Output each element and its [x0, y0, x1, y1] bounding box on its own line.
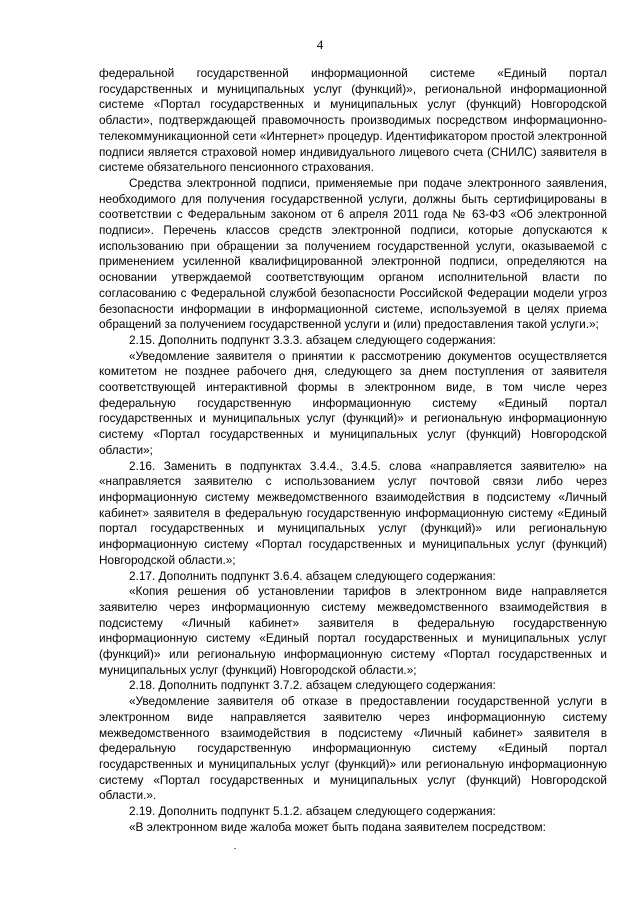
paragraph-item-2-17: 2.17. Дополнить подпункт 3.6.4. абзацем следующего содержания:: [129, 568, 496, 583]
paragraph-item-2-18: 2.18. Дополнить подпункт 3.7.2. абзацем следующего содержания:: [129, 678, 496, 693]
paragraph-quote-2-18: «Уведомление заявителя об отказе в предоставлении государственной услуги в электронном виде направляется заявителю через информационную систему межведомственного взаимодействия в подсистему «Личный кабинет» заявителя в федеральную государственную информационную систему «Единый портал государственных и муниципальных услуг (функций)» или региональную информационную систему «Портал государственных и муниципальных услуг (функций) Новгородской области.».: [99, 694, 607, 803]
paragraph-quote-2-15: «Уведомление заявителя о принятии к рассмотрению документов осуществляется комитетом не позднее рабочего дня, следующего за днем поступления от заявителя соответствующей интерактивной формы в электронном виде, в том числе через федеральную государственную информационную систему «Единый портал государственных и муниципальных услуг (функций)» и региональную информационную систему «Портал государственных и муниципальных услуг (функций) Новгородской области»;: [99, 348, 607, 457]
paragraph-quote-2-17: «Копия решения об установлении тарифов в электронном виде направляется заявителю через информационную систему межведомственного взаимодействия в подсистему «Личный кабинет» заявителя в федеральную государственную информационную систему «Единый портал государственных и муниципальных услуг (функций)» или региональную информационную систему «Портал государственных и муниципальных услуг (функций) Новгородской области.»;: [99, 584, 607, 677]
paragraph-esignature-identifier: федеральной государственной информационной системе «Единый портал государственных и муниципальных услуг (функций)», региональной информационной системе «Портал государственных и муниципальных услуг (функций) Новгородской области», подтверждающей правомочность производимых посредством информационно-телекоммуникационной сети «Интернет» процедур. Идентификатором простой электронной подписи является страховой номер индивидуального лицевого счета (СНИЛС) заявителя в системе обязательного пенсионного страхования.: [99, 66, 607, 175]
paragraph-item-2-15: 2.15. Дополнить подпункт 3.3.3. абзацем следующего содержания:: [129, 332, 496, 347]
paragraph-quote-2-19: «В электронном виде жалоба может быть подана заявителем посредством:: [129, 819, 546, 834]
document-body: [99, 66, 607, 835]
paragraph-item-2-19: 2.19. Дополнить подпункт 5.1.2. абзацем следующего содержания:: [129, 804, 496, 819]
page-number: 4: [316, 37, 324, 52]
paragraph-item-2-16: 2.16. Заменить в подпунктах 3.4.4., 3.4.5. слова «направляется заявителю» на «направляется заявителю с использованием услуг почтовой связи либо через информационную систему межведомственного взаимодействия в подсистему «Личный кабинет» заявителя в федеральную государственную информационную систему «Единый портал государственных и муниципальных услуг (функций)» или региональную информационную систему «Портал государственных и муниципальных услуг (функций) Новгородской области.»;: [99, 458, 607, 567]
paragraph-esignature-tools: Средства электронной подписи, применяемые при подаче электронного заявления, необходимого для получения государственной услуги, должны быть сертифицированы в соответствии с Федеральным законом от 6 апреля 2011 года № 63-ФЗ «Об электронной подписи». Перечень классов средств электронной подписи, которые допускаются к использованию при обращении за получением государственной услуги, оказываемой с применением усиленной квалифицированной электронной подписи, определяются на основании утверждаемой соответствующим органом исполнительной власти по согласованию с Федеральной службой безопасности Российской Федерации модели угроз безопасности информации в информационной системе, используемой в целях приема обращений за получением государственной услуги и (или) предоставления такой услуги.»;: [99, 175, 607, 332]
scan-speck: [234, 848, 236, 849]
